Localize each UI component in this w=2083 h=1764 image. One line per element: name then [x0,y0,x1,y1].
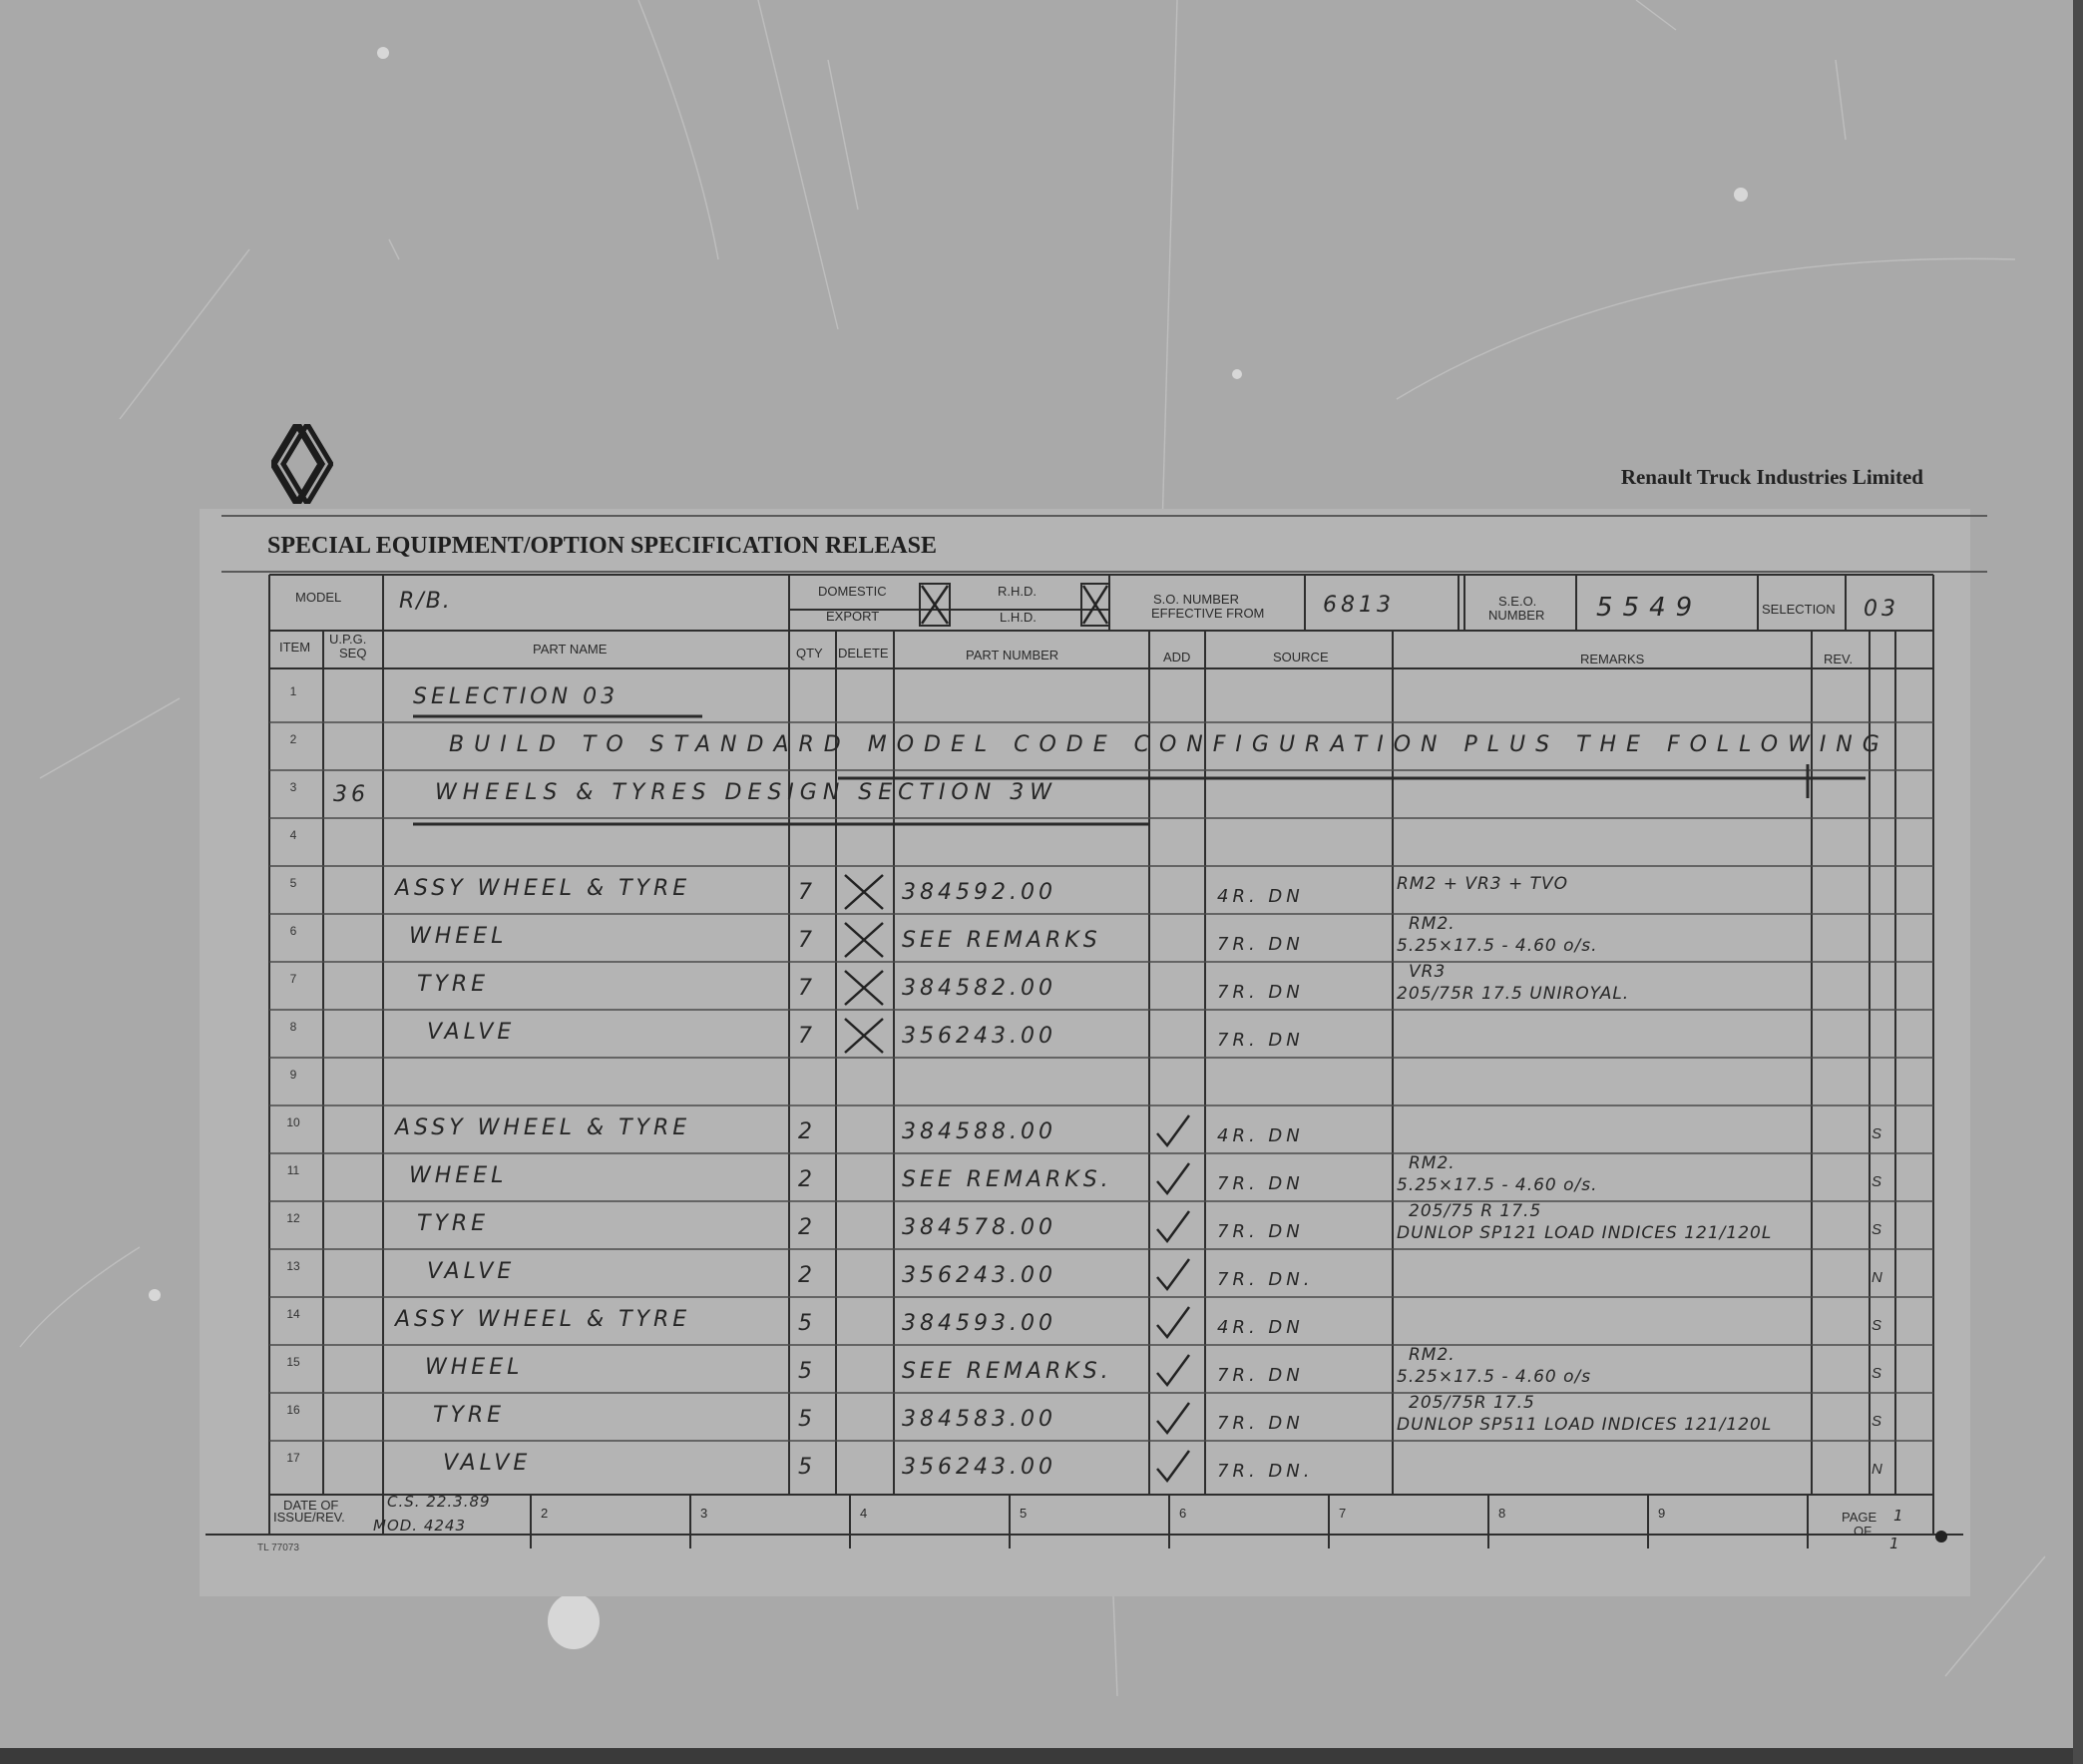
part-name-value: WHEELS & TYRES DESIGN SECTION 3W [435,780,1057,805]
qty-value: 2 [798,1167,816,1192]
add-tick-mark [1153,1207,1193,1247]
part-name-value: VALVE [427,1259,516,1284]
remark-line: 205/75 R 17.5 [1409,1201,1542,1221]
remark-line: 205/75R 17.5 UNIROYAL. [1397,984,1630,1004]
issue-rev-label: ISSUE/REV. [273,1510,345,1525]
part-number-col-header: PART NUMBER [966,648,1059,662]
revision-cell-number: 5 [1020,1506,1028,1521]
rhd-label: R.H.D. [998,584,1037,599]
domestic-label: DOMESTIC [818,584,887,599]
part-name-value: ASSY WHEEL & TYRE [395,1115,691,1140]
qty-value: 5 [798,1359,816,1384]
part-number-value: 384588.00 [902,1119,1056,1144]
page-of-label: OF [1854,1524,1873,1539]
part-name-value: VALVE [427,1020,516,1045]
add-tick-mark [1153,1399,1193,1439]
item-number: 3 [289,780,297,794]
part-name-value: WHEEL [425,1355,524,1380]
item-number: 15 [286,1355,300,1369]
part-name-value: WHEEL [409,1163,508,1188]
source-value: 4R. DN [1217,1317,1304,1338]
part-name-value: WHEEL [409,924,508,949]
part-name-value: TYRE [433,1403,506,1428]
model-value: R/B. [399,589,452,614]
revision-cell-number: 3 [700,1506,708,1521]
qty-value: 7 [798,976,816,1001]
item-number: 4 [289,828,297,842]
rhd-checkbox[interactable] [1079,582,1111,628]
revision-cell-number: 4 [860,1506,868,1521]
source-flag: S [1872,1413,1882,1430]
add-tick-mark [1153,1255,1193,1295]
selection-value: 03 [1864,597,1899,622]
part-number-value: SEE REMARKS. [902,1167,1112,1192]
source-value: 7R. DN [1217,1030,1304,1051]
remark-line: 5.25×17.5 - 4.60 o/s [1397,1367,1592,1387]
source-value: 7R. DN. [1217,1461,1314,1482]
item-number: 17 [286,1451,300,1465]
company-name: Renault Truck Industries Limited [1620,465,1923,489]
add-tick-mark [1153,1351,1193,1391]
effective-from-label: EFFECTIVE FROM [1151,606,1265,621]
remark-line: DUNLOP SP121 LOAD INDICES 121/120L [1397,1223,1773,1243]
source-flag: S [1872,1125,1882,1142]
source-value: 7R. DN [1217,1173,1304,1194]
remark-line: RM2 + VR3 + TVO [1397,874,1569,894]
item-col-header: ITEM [279,640,311,655]
page-number: 1 [1893,1507,1904,1525]
item-number: 1 [289,684,297,698]
form-number: TL 77073 [257,1543,299,1553]
remark-line: RM2. [1409,1153,1456,1173]
item-number: 10 [286,1115,300,1129]
lhd-label: L.H.D. [1000,610,1037,625]
revision-cell-number: 6 [1179,1506,1187,1521]
mod-number-value: MOD. 4243 [373,1517,467,1535]
so-number-label: S.O. NUMBER [1153,592,1239,607]
qty-value: 5 [798,1455,816,1480]
delete-cross-mark [842,968,886,1008]
model-label: MODEL [295,590,342,605]
part-number-value: 384592.00 [902,880,1056,905]
seq-col-header: SEQ [339,646,367,661]
source-value: 7R. DN. [1217,1269,1314,1290]
part-name-value: VALVE [443,1451,532,1476]
source-flag: S [1872,1173,1882,1190]
qty-value: 7 [798,928,816,953]
part-number-value: 356243.00 [902,1455,1056,1480]
rev-col-header: REV. [1824,652,1854,666]
domestic-checkbox[interactable] [918,582,952,628]
remarks-col-header: REMARKS [1580,652,1645,666]
item-number: 9 [289,1068,297,1082]
part-number-value: 384593.00 [902,1311,1056,1336]
source-value: 4R. DN [1217,1125,1304,1146]
revision-cell-number: 8 [1498,1506,1506,1521]
item-number: 11 [286,1163,300,1177]
add-col-header: ADD [1163,650,1191,664]
part-number-value: SEE REMARKS. [902,1359,1112,1384]
remark-line: VR3 [1409,962,1447,982]
source-value: 7R. DN [1217,1413,1304,1434]
remark-line: 5.25×17.5 - 4.60 o/s. [1397,1175,1598,1195]
part-name-col-header: PART NAME [533,642,608,657]
remark-line: 205/75R 17.5 [1409,1393,1535,1413]
page-label: PAGE [1842,1510,1877,1525]
add-tick-mark [1153,1303,1193,1343]
export-label: EXPORT [826,609,880,624]
seo-label: S.E.O. [1498,594,1537,609]
upg-seq-value: 36 [333,782,369,807]
source-flag: S [1872,1221,1882,1238]
qty-value: 7 [798,880,816,905]
qty-col-header: QTY [796,646,823,661]
part-name-value: SELECTION 03 [413,684,620,709]
qty-value: 7 [798,1024,816,1049]
revision-cell-number: 2 [541,1506,549,1521]
qty-value: 2 [798,1263,816,1288]
source-value: 4R. DN [1217,886,1304,907]
part-name-value: BUILD TO STANDARD MODEL CODE CONFIGURATION PLUS THE FOLLOWING [449,732,1889,757]
seo-number-label: NUMBER [1488,608,1545,623]
item-number: 16 [286,1403,300,1417]
item-number: 2 [289,732,297,746]
hole-punch-mark [1935,1531,1947,1543]
item-number: 7 [289,972,297,986]
source-value: 7R. DN [1217,1365,1304,1386]
revision-cell-number: 7 [1339,1506,1347,1521]
part-name-value: ASSY WHEEL & TYRE [395,876,691,901]
source-value: 7R. DN [1217,982,1304,1003]
item-number: 6 [289,924,297,938]
remark-line: DUNLOP SP511 LOAD INDICES 121/120L [1397,1415,1773,1435]
part-number-value: 356243.00 [902,1024,1056,1049]
part-number-value: 384583.00 [902,1407,1056,1432]
source-value: 7R. DN [1217,1221,1304,1242]
delete-cross-mark [842,872,886,912]
seo-number-value: 5549 [1596,593,1703,623]
qty-value: 5 [798,1311,816,1336]
part-name-value: ASSY WHEEL & TYRE [395,1307,691,1332]
issue-date-value: C.S. 22.3.89 [387,1493,491,1511]
delete-cross-mark [842,1016,886,1056]
remark-line: 5.25×17.5 - 4.60 o/s. [1397,936,1598,956]
qty-value: 2 [798,1119,816,1144]
item-number: 8 [289,1020,297,1034]
page-total: 1 [1889,1535,1900,1552]
item-number: 12 [286,1211,300,1225]
source-flag: N [1872,1269,1882,1286]
part-name-value: TYRE [417,1211,490,1236]
part-number-value: SEE REMARKS [902,928,1101,953]
item-number: 13 [286,1259,300,1273]
part-number-value: 384582.00 [902,976,1056,1001]
add-tick-mark [1153,1159,1193,1199]
form-title: SPECIAL EQUIPMENT/OPTION SPECIFICATION RELEASE [267,533,938,559]
source-flag: N [1872,1461,1882,1478]
date-of-label: DATE OF [283,1498,339,1513]
source-col-header: SOURCE [1273,650,1329,664]
qty-value: 5 [798,1407,816,1432]
selection-label: SELECTION [1762,602,1836,617]
item-number: 14 [286,1307,300,1321]
upg-col-header: U.P.G. [329,632,367,647]
part-name-value: TYRE [417,972,490,997]
so-number-value: 6813 [1323,593,1395,618]
source-flag: S [1872,1317,1882,1334]
add-tick-mark [1153,1111,1193,1151]
source-flag: S [1872,1365,1882,1382]
part-number-value: 384578.00 [902,1215,1056,1240]
source-value: 7R. DN [1217,934,1304,955]
revision-cell-number: 9 [1658,1506,1666,1521]
part-number-value: 356243.00 [902,1263,1056,1288]
item-number: 5 [289,876,297,890]
add-tick-mark [1153,1447,1193,1487]
delete-cross-mark [842,920,886,960]
qty-value: 2 [798,1215,816,1240]
delete-col-header: DELETE [838,646,889,661]
remark-line: RM2. [1409,1345,1456,1365]
remark-line: RM2. [1409,914,1456,934]
